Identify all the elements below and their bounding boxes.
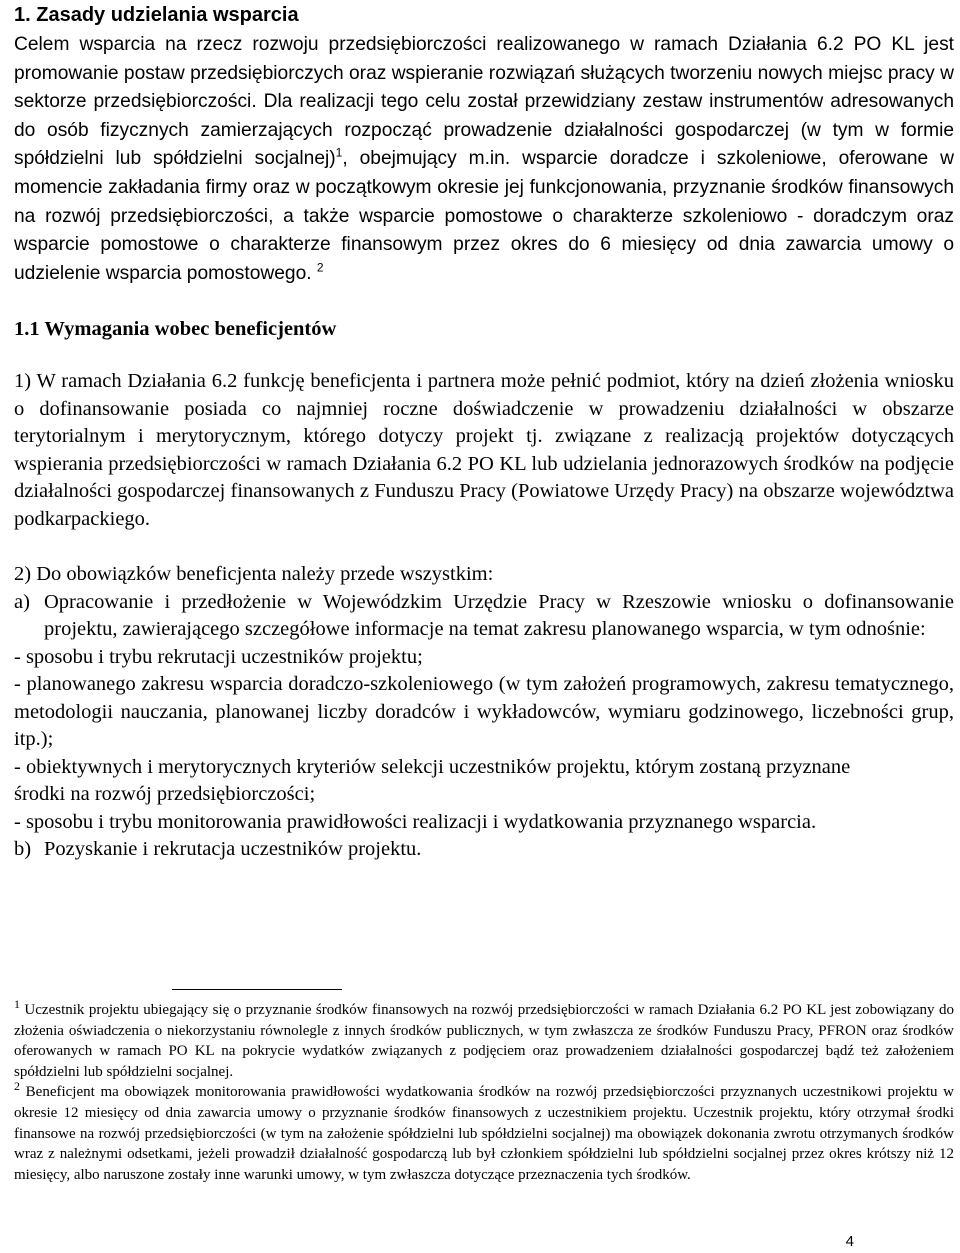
- dash-item: - sposobu i trybu rekrutacji uczestników projektu;: [14, 645, 423, 668]
- intro-paragraph: [14, 28, 954, 288]
- item-a-text: Opracowanie i przedłożenie w Wojewódzkim Urzędzie Pracy w Rzeszowie wniosku o dofinansowanie projektu, zawierającego szczegółowe informacje na temat zakresu planowanego wsparcia, w tym odnośnie:: [44, 590, 954, 641]
- obligation-item-b: [14, 836, 954, 864]
- section-heading-1: 1. Zasady udzielania wsparcia: [14, 4, 299, 26]
- footnote-1: [14, 997, 954, 1082]
- obligation-item-a: [14, 589, 954, 644]
- dash-item: - sposobu i trybu monitorowania prawidłowości realizacji i wydatkowania przyznanego wsparcia.: [14, 810, 817, 833]
- footnote-ref-1: 1: [335, 145, 343, 160]
- dash-item: - obiektywnych i merytorycznych kryteriów selekcji uczestników projektu, którym zostaną przyznane środki na rozwój przedsiębiorczości;: [14, 755, 851, 806]
- footnote-1-text: Uczestnik projektu ubiegający się o przyznanie środków finansowych na rozwój przedsiębiorczości w ramach Działania 6.2 PO KL jest zobowiązany do złożenia oświadczenia o niekorzystaniu równolegle z innych środków publicznych, w tym zwłaszcza ze środków Funduszu Pracy, PFRON oraz środków oferowanych w ramach PO KL na pokrycie wydatków związanych z podjęciem oraz prowadzeniem działalności gospodarczej bądź też założeniem spółdzielni lub spółdzielni socjalnej.: [14, 1002, 954, 1080]
- requirement-point-1: 1) W ramach Działania 6.2 funkcję beneficjenta i partnera może pełnić podmiot, który na dzień złożenia wniosku o dofinansowanie posiada co najmniej roczne doświadczenie w prowadzeniu działalności w obszarze terytorialnym i merytorycznym, którego dotyczy projekt tj. związane z realizacją projektów dotyczących wspierania przedsiębiorczości w ramach Działania 6.2 PO KL lub udzielania jednorazowych środków na podjęcie działalności gospodarczej finansowanych z Funduszu Pracy (Powiatowe Urzędy Pracy) na obszarze województwa podkarpackiego.: [14, 370, 954, 530]
- item-a-letter: a): [14, 590, 30, 613]
- item-b-letter: b): [14, 838, 32, 861]
- page-number: 4: [845, 1233, 854, 1250]
- item-b-text: Pozyskanie i rekrutacja uczestników projektu.: [44, 838, 422, 861]
- footnote-2-text: Beneficjent ma obowiązek monitorowania prawidłowości wydatkowania środków na rozwój przedsiębiorczości przyznanych uczestnikowi projektu w okresie 12 miesięcy od dnia zawarcia umowy o przyznanie środków finansowych z uczestnikiem projektu. Uczestnik projektu, który otrzymał środki finansowe na rozwój przedsiębiorczości (w tym na założenie spółdzielni lub spółdzielni socjalnej) ma obowiązek dokonania zwrotu otrzymanych środków wraz z należnymi odsetkami, jeżeli prowadził działalność gospodarczą lub był członkiem spółdzielni lub spółdzielni socjalnej przez okres krótszy niż 12 miesięcy, albo naruszone zostały inne warunki umowy, w tym zwłaszcza dotyczące przeznaczenia tych środków.: [14, 1084, 954, 1183]
- intro-text-a: Celem wsparcia na rzecz rozwoju przedsiębiorczości realizowanego w ramach Działania 6.2 PO KL jest promowanie postaw przedsiębiorczych oraz wspieranie rozwiązań służących tworzeniu nowych miejsc pracy w sektorze przedsiębiorczości. Dla realizacji tego celu został przewidziany zestaw instrumentów adresowanych do osób fizycznych zamierzających rozpocząć prowadzenie działalności gospodarczej (w tym w formie spółdzielni lub spółdzielni socjalnej): [14, 34, 954, 170]
- footnote-separator: [172, 989, 342, 990]
- footnote-ref-2: 2: [316, 260, 324, 275]
- footnote-1-number: 1: [14, 997, 20, 1011]
- intro-text-b: , obejmujący m.in. wsparcie doradcze i szkoleniowe, oferowane w momencie zakładania firmy oraz w początkowym okresie jej funkcjonowania, przyznanie środków finansowych na rozwój przedsiębiorczości, a także wsparcie pomostowe o charakterze szkoleniowo - doradczym oraz wsparcie pomostowe o charakterze finansowym przez okres do 6 miesięcy od dnia zawarcia umowy o udzielenie wsparcia pomostowego.: [14, 148, 954, 284]
- section-heading-1-1: 1.1 Wymagania wobec beneficjentów: [14, 318, 337, 341]
- footnote-2: [14, 1079, 954, 1185]
- requirement-point-2: 2) Do obowiązków beneficjenta należy przede wszystkim:: [14, 563, 494, 586]
- dash-item: - planowanego zakresu wsparcia doradczo-szkoleniowego (w tym założeń programowych, zakresu tematycznego, metodologii nauczania, planowanej liczby doradców i wykładowców, wymiaru godzinowego, liczebności grup, itp.);: [14, 673, 954, 751]
- footnotes: [14, 997, 954, 1185]
- footnote-2-number: 2: [14, 1079, 20, 1094]
- document-page: [14, 0, 954, 864]
